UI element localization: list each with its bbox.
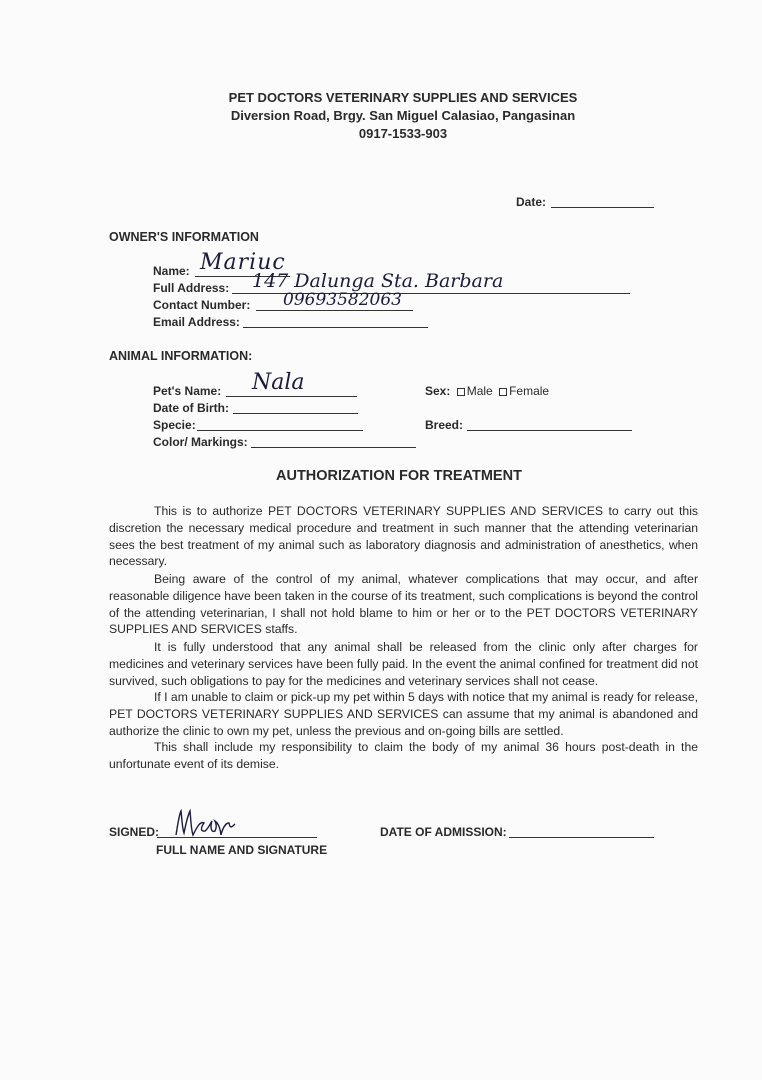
date-of-birth-line[interactable] xyxy=(233,413,358,414)
email-address-line[interactable] xyxy=(243,327,428,328)
owner-name-value: Mariuc xyxy=(200,250,286,275)
authorization-paragraph-4: If I am unable to claim or pick-up my pet within 5 days with notice that my animal is ready for release, PET DOCTORS VETERINARY SUPPLIES AND SERVICES can assume that my animal is abandoned and authorize the clinic to own my pet, unless the previous and on-going bills are settled. xyxy=(109,690,698,738)
date-label: Date: xyxy=(516,195,547,209)
specie-label: Specie: xyxy=(153,418,196,432)
male-label: Male xyxy=(466,384,493,398)
owner-section-title: OWNER'S INFORMATION xyxy=(109,230,259,244)
company-phone: 0917-1533-903 xyxy=(358,126,448,141)
full-address-label: Full Address: xyxy=(153,281,230,295)
contact-number-value: 09693582063 xyxy=(283,290,402,310)
date-field-line[interactable] xyxy=(551,207,654,208)
date-of-admission-label: DATE OF ADMISSION: xyxy=(380,825,507,839)
signed-label: SIGNED: xyxy=(109,825,160,839)
company-name: PET DOCTORS VETERINARY SUPPLIES AND SERVICES xyxy=(228,90,578,105)
color-markings-line[interactable] xyxy=(251,447,416,448)
male-checkbox[interactable] xyxy=(457,388,465,396)
date-of-admission-line[interactable] xyxy=(509,837,654,838)
handwritten-signature xyxy=(170,805,240,843)
authorization-paragraph-2: Being aware of the control of my animal, whatever complications that may occur, and after reasonable diligence have been taken in the course of its treatment, such complications is beyond the control of the attending veterinarian, I shall not hold blame to him or her or to the PET DOCTORS VETERINARY SUPPLIES AND SERVICES staffs. xyxy=(109,572,698,637)
authorization-paragraph-1: This is to authorize PET DOCTORS VETERINARY SUPPLIES AND SERVICES to carry out this discretion the necessary medical procedure and treatment in such manner that the attending veterinarian sees the best treatment of my animal such as laboratory diagnosis and administration of anesthetics, when necessary. xyxy=(109,504,698,569)
owner-name-label: Name: xyxy=(153,264,190,278)
authorization-title: AUTHORIZATION FOR TREATMENT xyxy=(276,468,522,484)
contact-number-line[interactable] xyxy=(256,310,413,311)
full-name-signature-label: FULL NAME AND SIGNATURE xyxy=(156,843,328,857)
date-of-birth-label: Date of Birth: xyxy=(153,401,229,415)
company-address: Diversion Road, Brgy. San Miguel Calasiao, Pangasinan xyxy=(230,108,576,123)
specie-line[interactable] xyxy=(197,430,363,431)
pet-name-label: Pet's Name: xyxy=(153,384,222,398)
full-address-value: 147 Dalunga Sta. Barbara xyxy=(252,270,504,292)
pet-name-value: Nala xyxy=(252,370,305,395)
email-address-label: Email Address: xyxy=(153,315,240,329)
female-checkbox[interactable] xyxy=(499,388,507,396)
authorization-paragraph-5: This shall include my responsibility to claim the body of my animal 36 hours post-death in the unfortunate event of its demise. xyxy=(109,740,698,771)
authorization-paragraph-3: It is fully understood that any animal shall be released from the clinic only after charges for medicines and veterinary services have been fully paid. In the event the animal confined for treatment did not survived, such obligations to pay for the medicines and veterinary services shall not cease. xyxy=(109,640,698,688)
breed-line[interactable] xyxy=(467,430,632,431)
female-label: Female xyxy=(509,384,550,398)
sex-label: Sex: xyxy=(425,384,451,398)
contact-number-label: Contact Number: xyxy=(153,298,251,312)
pet-name-line[interactable] xyxy=(226,396,357,397)
sex-field xyxy=(425,384,549,398)
animal-section-title: ANIMAL INFORMATION: xyxy=(109,349,253,363)
breed-label: Breed: xyxy=(425,418,464,432)
color-markings-label: Color/ Markings: xyxy=(153,435,248,449)
